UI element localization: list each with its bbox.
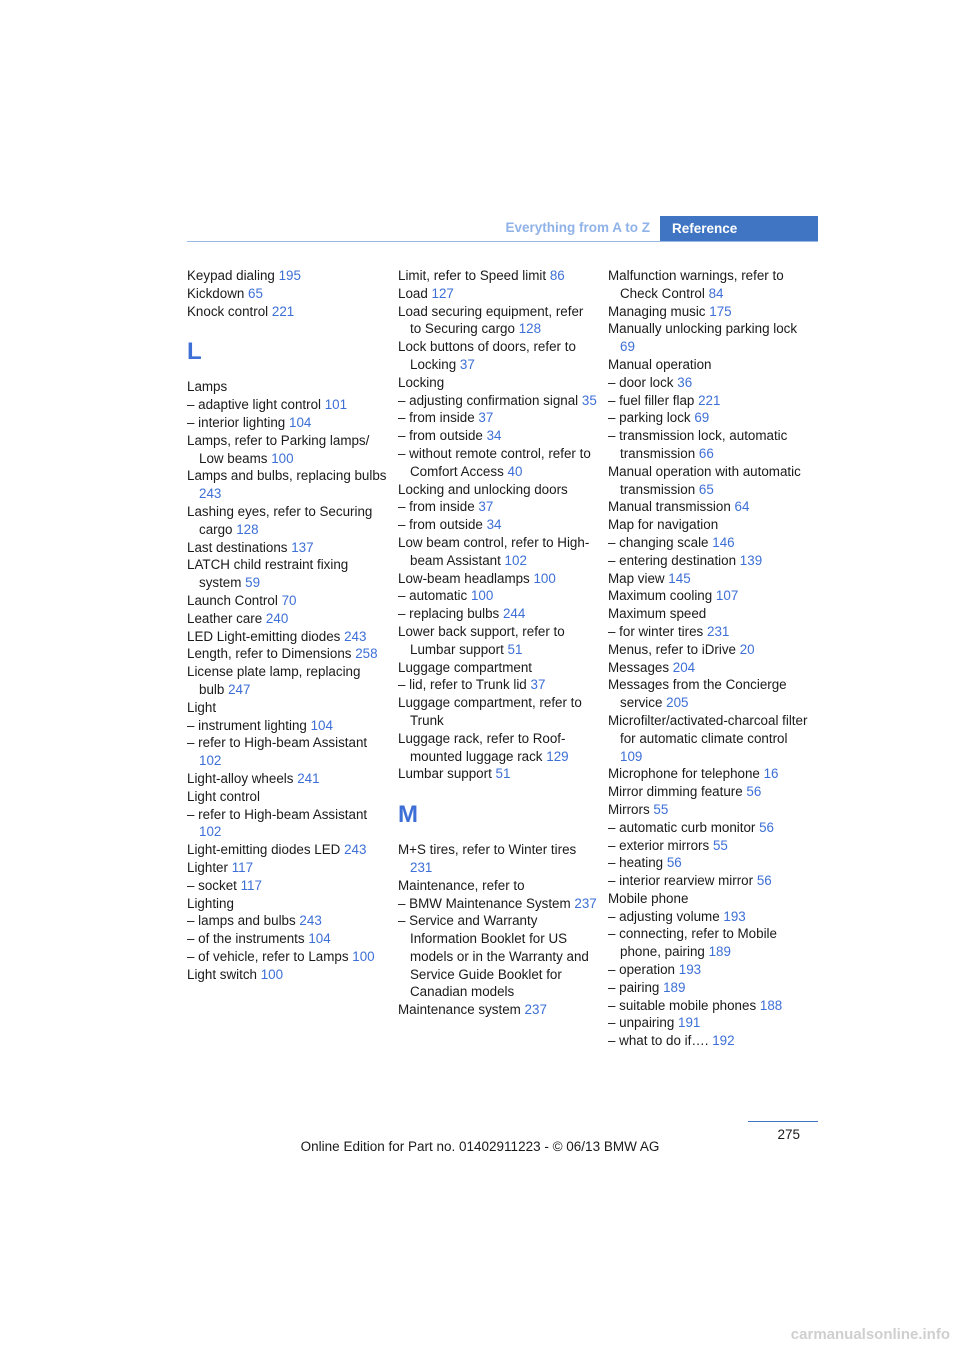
page-link[interactable]: 243 xyxy=(344,842,367,858)
index-term: Menus, refer to iDrive xyxy=(608,641,736,657)
index-term: – what to do if…. xyxy=(608,1033,709,1049)
index-entry xyxy=(398,877,598,895)
index-term: – refer to High-beam Assistant xyxy=(187,806,368,822)
page-link[interactable]: 65 xyxy=(248,285,263,301)
index-term: Limit, refer to Speed limit xyxy=(398,268,547,283)
index-term: Locking xyxy=(398,374,445,390)
index-term: – entering destination xyxy=(608,552,737,568)
index-term: – door lock xyxy=(608,374,674,390)
index-entry xyxy=(398,481,598,499)
index-term: – from outside xyxy=(398,428,483,444)
index-entry xyxy=(608,374,813,392)
index-entry xyxy=(608,641,813,659)
index-entry xyxy=(398,765,598,783)
page-link[interactable]: 237 xyxy=(524,1002,547,1018)
index-term: – interior lighting xyxy=(187,414,286,430)
index-entry xyxy=(608,409,813,427)
page-link[interactable]: 56 xyxy=(759,819,775,835)
index-term: – interior rearview mirror xyxy=(608,873,754,889)
index-term: – replacing bulbs xyxy=(398,606,500,622)
footer-divider xyxy=(748,1121,818,1122)
page-link[interactable]: 104 xyxy=(308,931,331,947)
page-link[interactable]: 84 xyxy=(708,285,724,301)
index-entry xyxy=(608,570,813,588)
index-term: – refer to High-beam Assistant xyxy=(187,735,368,751)
index-entry xyxy=(608,961,813,979)
index-term: – exterior mirrors xyxy=(608,837,710,853)
page-link[interactable]: 240 xyxy=(265,610,289,626)
index-term: Low-beam headlamps xyxy=(398,570,530,586)
index-term: M+S tires, refer to Winter tires xyxy=(398,842,577,858)
index-term: LED Light-emitting diodes xyxy=(187,628,341,644)
page-link[interactable]: 109 xyxy=(620,748,643,764)
index-term: Lumbar support xyxy=(398,766,492,782)
index-term: – fuel filler flap xyxy=(608,392,695,408)
index-term: Lighter xyxy=(187,859,228,875)
index-entry xyxy=(608,908,813,926)
index-column-1 xyxy=(187,267,387,983)
index-term: – lid, refer to Trunk lid xyxy=(398,677,527,693)
index-term: Map for navigation xyxy=(608,517,719,533)
index-term: LATCH child restraint fixing system xyxy=(187,557,349,591)
page-link[interactable]: 16 xyxy=(763,766,779,782)
index-term: Maintenance, refer to xyxy=(398,877,525,893)
index-term: Light xyxy=(187,699,217,715)
index-entry xyxy=(187,432,387,468)
page-link[interactable]: 189 xyxy=(663,979,686,995)
index-term: – of vehicle, refer to Lamps xyxy=(187,948,349,964)
index-entry xyxy=(187,895,387,913)
index-term: Microfilter/activated-charcoal filter for automatic climate control xyxy=(608,712,808,746)
index-term: Messages from the Concierge service xyxy=(608,677,787,711)
page-link[interactable]: 139 xyxy=(739,552,763,568)
page-link[interactable]: 243 xyxy=(299,913,322,929)
index-entry xyxy=(398,516,598,534)
page-link[interactable]: 55 xyxy=(712,837,728,853)
index-entry xyxy=(187,717,387,735)
page-link[interactable]: 100 xyxy=(352,948,375,964)
index-term: – for winter tires xyxy=(608,623,704,639)
header-divider xyxy=(187,241,818,242)
index-term: – BMW Maintenance System xyxy=(398,895,571,911)
index-entry xyxy=(608,303,813,321)
index-entry xyxy=(608,837,813,855)
index-term: Load securing equipment, refer to Securing cargo xyxy=(398,303,584,337)
page-link[interactable]: 51 xyxy=(507,641,523,657)
page-link[interactable]: 241 xyxy=(297,770,320,786)
index-entry xyxy=(187,503,387,539)
page-link[interactable]: 231 xyxy=(707,623,730,639)
index-term: Leather care xyxy=(187,610,263,626)
index-entry xyxy=(187,912,387,930)
index-entry xyxy=(398,676,598,694)
index-entry xyxy=(608,925,813,961)
index-entry xyxy=(608,356,813,374)
index-entry xyxy=(187,267,387,285)
page-link[interactable]: 100 xyxy=(260,966,284,982)
index-term: – connecting, refer to Mobile phone, pairing xyxy=(608,926,777,960)
index-entry xyxy=(187,610,387,628)
page-link[interactable]: 34 xyxy=(486,517,502,533)
watermark: carmanualsonline.info xyxy=(790,1326,950,1343)
page-link[interactable]: 66 xyxy=(698,445,714,461)
index-term: Lighting xyxy=(187,895,234,911)
index-entry xyxy=(608,320,813,356)
index-term: Light-alloy wheels xyxy=(187,770,294,786)
index-term: – socket xyxy=(187,877,237,893)
index-term: Luggage rack, refer to Roof-mounted luggage rack xyxy=(398,730,566,764)
edition-note: Online Edition for Part no. 01402911223 - © 06/13 BMW AG xyxy=(300,1139,660,1154)
page-link[interactable]: 237 xyxy=(574,895,597,911)
page-link[interactable]: 104 xyxy=(289,414,312,430)
index-entry xyxy=(608,819,813,837)
page-link[interactable]: 100 xyxy=(470,588,494,604)
index-entry xyxy=(608,587,813,605)
index-entry xyxy=(187,966,387,984)
index-column-2 xyxy=(398,267,598,1019)
index-term: Length, refer to Dimensions xyxy=(187,646,352,662)
index-term: License plate lamp, replacing bulb xyxy=(187,664,361,697)
index-entry xyxy=(608,979,813,997)
page-link[interactable]: 37 xyxy=(459,356,475,372)
page-link[interactable]: 247 xyxy=(228,681,251,697)
section-title: Everything from A to Z xyxy=(505,220,650,235)
index-term: Lamps and bulbs, replacing bulbs xyxy=(187,468,387,484)
index-entry xyxy=(187,734,387,770)
index-term: Mobile phone xyxy=(608,890,689,906)
index-entry xyxy=(608,783,813,801)
index-entry xyxy=(398,498,598,516)
index-entry xyxy=(608,534,813,552)
index-term: Maximum cooling xyxy=(608,588,713,604)
page-link[interactable]: 175 xyxy=(709,303,732,319)
index-entry xyxy=(608,659,813,677)
index-entry xyxy=(398,605,598,623)
index-entry xyxy=(398,1001,598,1019)
index-entry xyxy=(398,392,598,410)
index-entry xyxy=(187,699,387,717)
index-term: – from inside xyxy=(398,499,475,515)
page-link[interactable]: 192 xyxy=(712,1033,735,1049)
page-link[interactable]: 128 xyxy=(518,321,542,337)
index-term: – of the instruments xyxy=(187,931,305,947)
index-term: Messages xyxy=(608,659,670,675)
index-term: Launch Control xyxy=(187,592,278,608)
index-entry xyxy=(187,556,387,592)
page-link[interactable]: 56 xyxy=(666,855,682,871)
index-term: Maintenance system xyxy=(398,1002,521,1018)
page-link[interactable]: 243 xyxy=(344,628,367,644)
page-link[interactable]: 55 xyxy=(653,801,669,817)
index-term: – from inside xyxy=(398,410,475,426)
index-entry xyxy=(187,806,387,842)
index-term: – adjusting volume xyxy=(608,908,720,924)
page-link[interactable]: 231 xyxy=(410,859,433,875)
page-link[interactable]: 36 xyxy=(677,374,693,390)
page-link[interactable]: 189 xyxy=(708,944,731,960)
index-entry xyxy=(187,877,387,895)
index-term: Maximum speed xyxy=(608,606,707,622)
index-term: – automatic xyxy=(398,588,468,604)
index-entry xyxy=(608,854,813,872)
index-term: Lower back support, refer to Lumbar support xyxy=(398,623,565,657)
index-entry xyxy=(398,534,598,570)
index-term: Light-emitting diodes LED xyxy=(187,842,341,858)
index-term: Malfunction warnings, refer to Check Control xyxy=(608,268,784,301)
page-link[interactable]: 35 xyxy=(581,392,597,408)
page-link[interactable]: 127 xyxy=(431,285,454,301)
index-entry xyxy=(608,267,813,303)
page-link[interactable]: 100 xyxy=(533,570,556,586)
index-entry xyxy=(187,303,387,321)
index-term: Lock buttons of doors, refer to Locking xyxy=(398,339,576,372)
page-link[interactable]: 56 xyxy=(756,873,772,889)
page-link[interactable]: 51 xyxy=(495,766,511,782)
index-entry xyxy=(187,539,387,557)
index-term: Load xyxy=(398,285,428,301)
page-link[interactable]: 102 xyxy=(199,824,222,840)
index-term: Locking and unlocking doors xyxy=(398,481,568,497)
index-entry xyxy=(187,378,387,396)
index-entry xyxy=(608,997,813,1015)
index-term: – Service and Warranty Information Booklet for US models or in the Warranty and Service Guide Booklet for Canadian models xyxy=(398,913,589,1000)
page-link[interactable]: 146 xyxy=(712,534,735,550)
page-link[interactable]: 193 xyxy=(723,908,746,924)
page-link[interactable]: 102 xyxy=(504,552,527,568)
index-term: Mirror dimming feature xyxy=(608,784,743,800)
index-term: – heating xyxy=(608,855,664,871)
index-term: – automatic curb monitor xyxy=(608,819,756,835)
index-entry xyxy=(608,712,813,765)
page-link[interactable]: 221 xyxy=(271,303,295,319)
page-link[interactable]: 37 xyxy=(530,677,546,693)
index-term: Manual operation with automatic transmission xyxy=(608,463,801,497)
index-entry xyxy=(398,427,598,445)
page-link[interactable]: 258 xyxy=(355,646,378,662)
index-term: – parking lock xyxy=(608,410,691,426)
index-term: Light control xyxy=(187,788,260,804)
index-term: Light switch xyxy=(187,966,257,982)
page-link[interactable]: 64 xyxy=(734,499,750,515)
index-entry xyxy=(398,694,598,730)
page-link[interactable]: 20 xyxy=(739,641,755,657)
index-column-3 xyxy=(608,267,813,1050)
index-term: Manual operation xyxy=(608,356,712,372)
index-entry xyxy=(608,1032,813,1050)
page-link[interactable]: 204 xyxy=(672,659,696,675)
index-entry xyxy=(398,912,598,1001)
page-link[interactable]: 244 xyxy=(502,606,526,622)
index-entry xyxy=(398,267,598,285)
index-entry xyxy=(608,427,813,463)
page-link[interactable]: 137 xyxy=(291,539,314,555)
index-letter-heading: M xyxy=(398,801,418,829)
index-entry xyxy=(398,338,598,374)
page-link[interactable]: 195 xyxy=(278,268,301,283)
index-entry xyxy=(398,841,598,877)
page-link[interactable]: 69 xyxy=(620,339,635,355)
index-entry xyxy=(187,770,387,788)
index-term: Mirrors xyxy=(608,801,650,817)
page-link[interactable]: 243 xyxy=(199,486,222,502)
index-term: – lamps and bulbs xyxy=(187,913,296,929)
index-entry xyxy=(398,570,598,588)
index-term: – adjusting confirmation signal xyxy=(398,392,579,408)
index-entry xyxy=(187,859,387,877)
page-link[interactable]: 56 xyxy=(746,784,762,800)
page-link[interactable]: 37 xyxy=(478,410,494,426)
reference-tab: Reference xyxy=(660,216,818,242)
index-entry xyxy=(187,414,387,432)
index-term: Knock control xyxy=(187,303,269,319)
page-link[interactable]: 221 xyxy=(698,392,721,408)
page-number: 275 xyxy=(777,1127,800,1142)
index-entry xyxy=(187,467,387,503)
page-link[interactable]: 193 xyxy=(678,962,702,978)
page-link[interactable]: 191 xyxy=(678,1015,701,1031)
page-link[interactable]: 70 xyxy=(281,592,297,608)
index-entry xyxy=(398,895,598,913)
index-term: Keypad dialing xyxy=(187,268,275,283)
page-link[interactable]: 107 xyxy=(715,588,739,604)
page-link[interactable]: 34 xyxy=(486,428,502,444)
index-entry xyxy=(608,1014,813,1032)
index-term: Luggage compartment xyxy=(398,659,532,675)
index-entry xyxy=(398,445,598,481)
index-entry xyxy=(608,552,813,570)
index-term: – operation xyxy=(608,962,676,978)
index-term: Map view xyxy=(608,570,665,586)
index-entry xyxy=(187,628,387,646)
index-term: – instrument lighting xyxy=(187,717,307,733)
index-entry xyxy=(608,872,813,890)
index-term: Lamps xyxy=(187,379,228,395)
page-link[interactable]: 65 xyxy=(698,481,714,497)
index-entry xyxy=(187,285,387,303)
index-term: – adaptive light control xyxy=(187,397,321,413)
index-entry xyxy=(608,463,813,499)
index-term: – from outside xyxy=(398,517,483,533)
page-link[interactable]: 102 xyxy=(199,753,222,769)
index-entry xyxy=(398,303,598,339)
index-entry xyxy=(398,623,598,659)
index-entry xyxy=(187,592,387,610)
index-term: – unpairing xyxy=(608,1015,675,1031)
index-term: Kickdown xyxy=(187,285,245,301)
index-entry xyxy=(398,730,598,766)
index-entry xyxy=(187,788,387,806)
page-link[interactable]: 205 xyxy=(666,695,689,711)
page-link[interactable]: 129 xyxy=(546,748,569,764)
index-entry xyxy=(608,765,813,783)
index-term: Managing music xyxy=(608,303,706,319)
page-link[interactable]: 145 xyxy=(668,570,691,586)
index-term: Lamps, refer to Parking lamps/ Low beams xyxy=(187,432,370,466)
page-link[interactable]: 59 xyxy=(245,575,261,591)
page-link[interactable]: 101 xyxy=(324,397,348,413)
index-entry xyxy=(608,676,813,712)
index-letter-heading: L xyxy=(187,338,202,366)
index-entry xyxy=(398,587,598,605)
index-entry xyxy=(187,948,387,966)
index-entry xyxy=(608,890,813,908)
index-entry xyxy=(608,392,813,410)
index-entry xyxy=(187,663,387,699)
index-term: Lashing eyes, refer to Securing cargo xyxy=(187,503,373,537)
index-entry xyxy=(608,605,813,623)
index-entry xyxy=(398,409,598,427)
page-link[interactable]: 69 xyxy=(694,410,710,426)
index-entry xyxy=(398,659,598,677)
index-entry xyxy=(187,930,387,948)
index-term: Microphone for telephone xyxy=(608,766,760,782)
page-link[interactable]: 117 xyxy=(240,877,262,893)
index-entry xyxy=(608,623,813,641)
index-term: Luggage compartment, refer to Trunk xyxy=(398,695,582,728)
index-entry xyxy=(187,841,387,859)
index-term: Manually unlocking parking lock xyxy=(608,321,798,337)
index-entry xyxy=(398,285,598,303)
index-entry xyxy=(187,645,387,663)
page-link[interactable]: 128 xyxy=(236,521,259,537)
index-entry xyxy=(398,374,598,392)
page-link[interactable]: 188 xyxy=(759,997,783,1013)
index-entry xyxy=(608,516,813,534)
index-term: – pairing xyxy=(608,979,660,995)
page-link[interactable]: 37 xyxy=(478,499,494,515)
index-term: – transmission lock, automatic transmission xyxy=(608,428,788,461)
index-term: – without remote control, refer to Comfort Access xyxy=(398,445,591,479)
index-term: Low beam control, refer to High-beam Assistant xyxy=(398,534,590,568)
index-entry xyxy=(608,801,813,819)
page-link[interactable]: 117 xyxy=(231,859,254,875)
page-link[interactable]: 100 xyxy=(271,450,294,466)
page-link[interactable]: 104 xyxy=(310,717,333,733)
page-link[interactable]: 86 xyxy=(549,268,565,283)
index-term: – changing scale xyxy=(608,534,709,550)
page-link[interactable]: 40 xyxy=(507,463,523,479)
index-entry xyxy=(187,396,387,414)
index-term: – suitable mobile phones xyxy=(608,997,757,1013)
index-term: Manual transmission xyxy=(608,499,731,515)
index-entry xyxy=(608,498,813,516)
index-term: Last destinations xyxy=(187,539,288,555)
